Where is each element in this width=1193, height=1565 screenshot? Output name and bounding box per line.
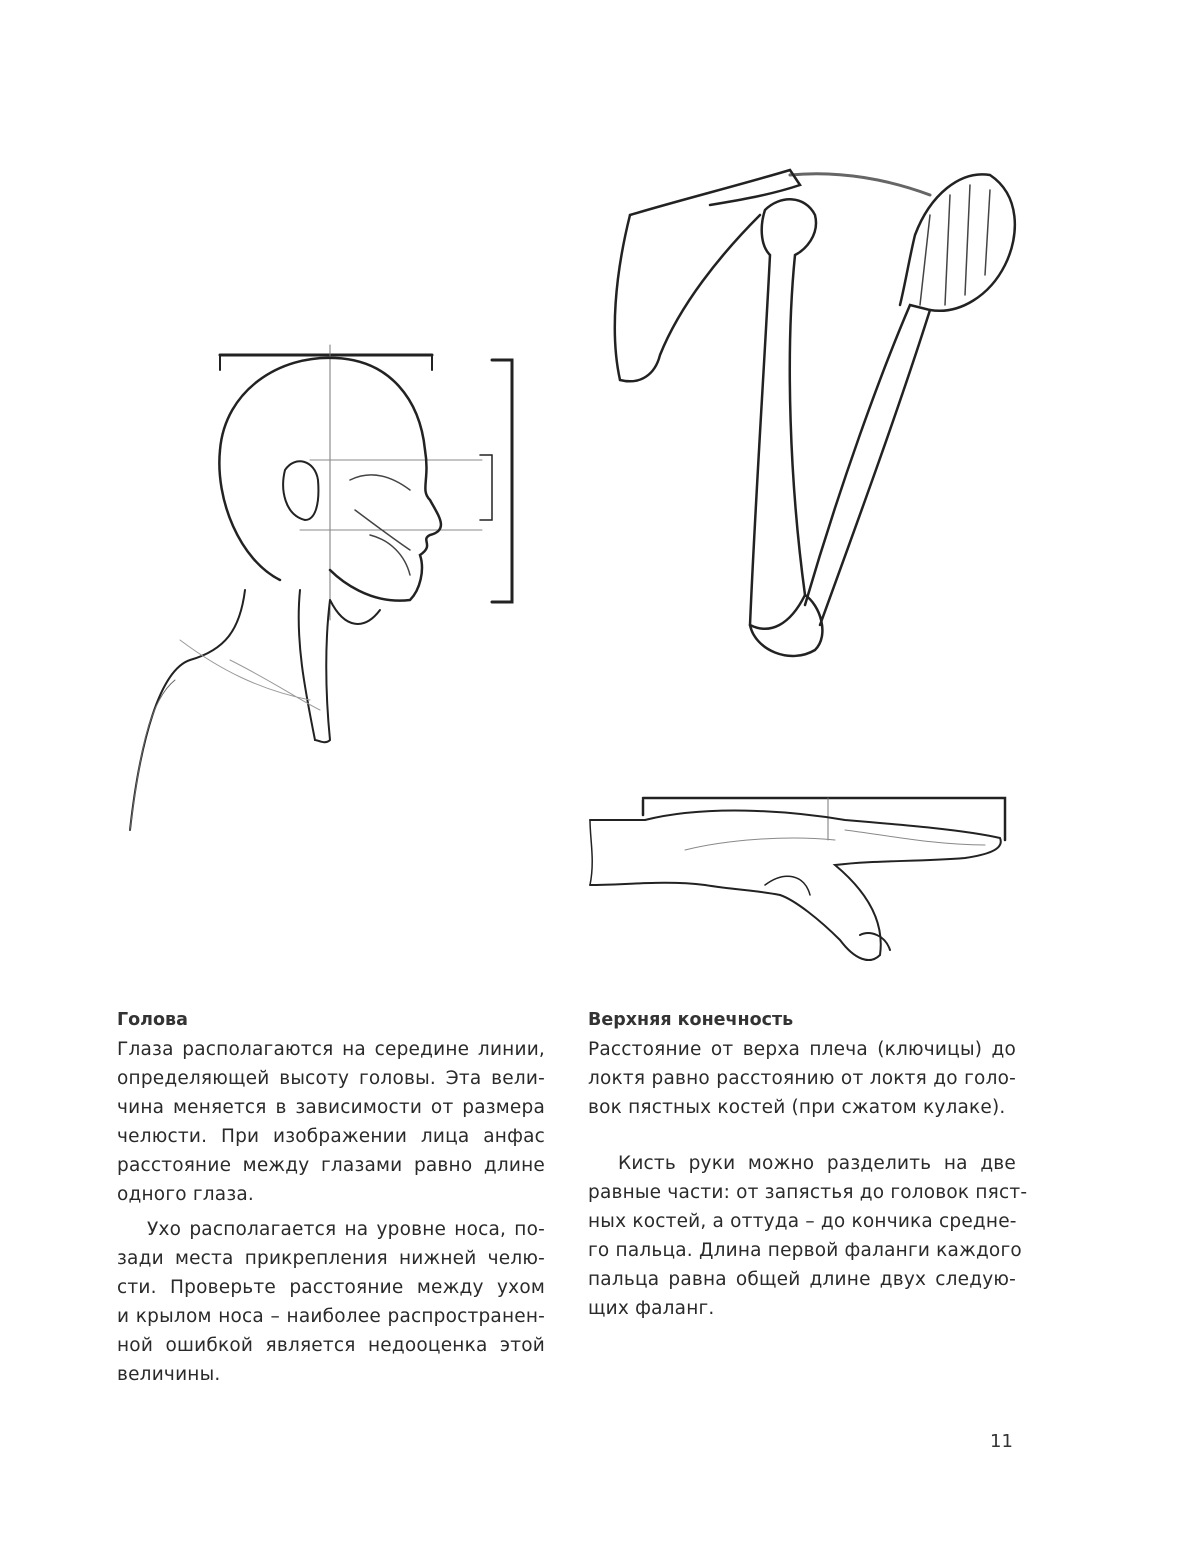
paragraph — [588, 1149, 1028, 1323]
section-head — [117, 1006, 545, 1389]
text-line: челюсти. При изображении лица анфас — [117, 1126, 545, 1147]
paragraph — [588, 1035, 1016, 1122]
text-line: и крылом носа – наиболее распространен- — [117, 1306, 545, 1327]
arm-skeleton-sketch — [600, 155, 1030, 675]
text-line: пальца равна общей длине двух следую- — [588, 1269, 1016, 1290]
text-line: чина меняется в зависимости от размера — [117, 1097, 545, 1118]
text-line: Ухо располагается на уровне носа, по- — [147, 1219, 545, 1240]
text-line: ной ошибкой является недооценка этой — [117, 1335, 545, 1356]
text-line: расстояние между глазами равно длине — [117, 1155, 545, 1176]
text-line: определяющей высоту головы. Эта вели- — [117, 1068, 545, 1089]
text-line: сти. Проверьте расстояние между ухом — [117, 1277, 545, 1298]
text-line: щих фаланг. — [588, 1298, 715, 1319]
text-line: вок пястных костей (при сжатом кулаке). — [588, 1097, 1006, 1118]
text-line: ных костей, а оттуда – до кончика средне- — [588, 1211, 1017, 1232]
text-line: Кисть руки можно разделить на две — [618, 1153, 1016, 1174]
text-line: равные части: от запястья до головок пяст- — [588, 1182, 1028, 1203]
text-line: величины. — [117, 1364, 221, 1385]
page-number: 11 — [990, 1431, 1013, 1452]
hand-sketch — [585, 790, 1015, 970]
paragraph — [117, 1215, 545, 1389]
text-line: локтя равно расстоянию от локтя до голо- — [588, 1068, 1016, 1089]
section-upper-limb — [588, 1006, 1028, 1323]
section-heading: Верхняя конечность — [588, 1010, 794, 1030]
text-line: го пальца. Длина первой фаланги каждого — [588, 1240, 1022, 1261]
text-line: Глаза располагаются на середине линии, — [117, 1039, 545, 1060]
head-profile-sketch — [120, 340, 530, 840]
text-line: Расстояние от верха плеча (ключицы) до — [588, 1039, 1016, 1060]
text-line: одного глаза. — [117, 1184, 254, 1205]
paragraph — [117, 1035, 545, 1209]
section-heading: Голова — [117, 1010, 188, 1030]
text-line: зади места прикрепления нижней челю- — [117, 1248, 545, 1269]
